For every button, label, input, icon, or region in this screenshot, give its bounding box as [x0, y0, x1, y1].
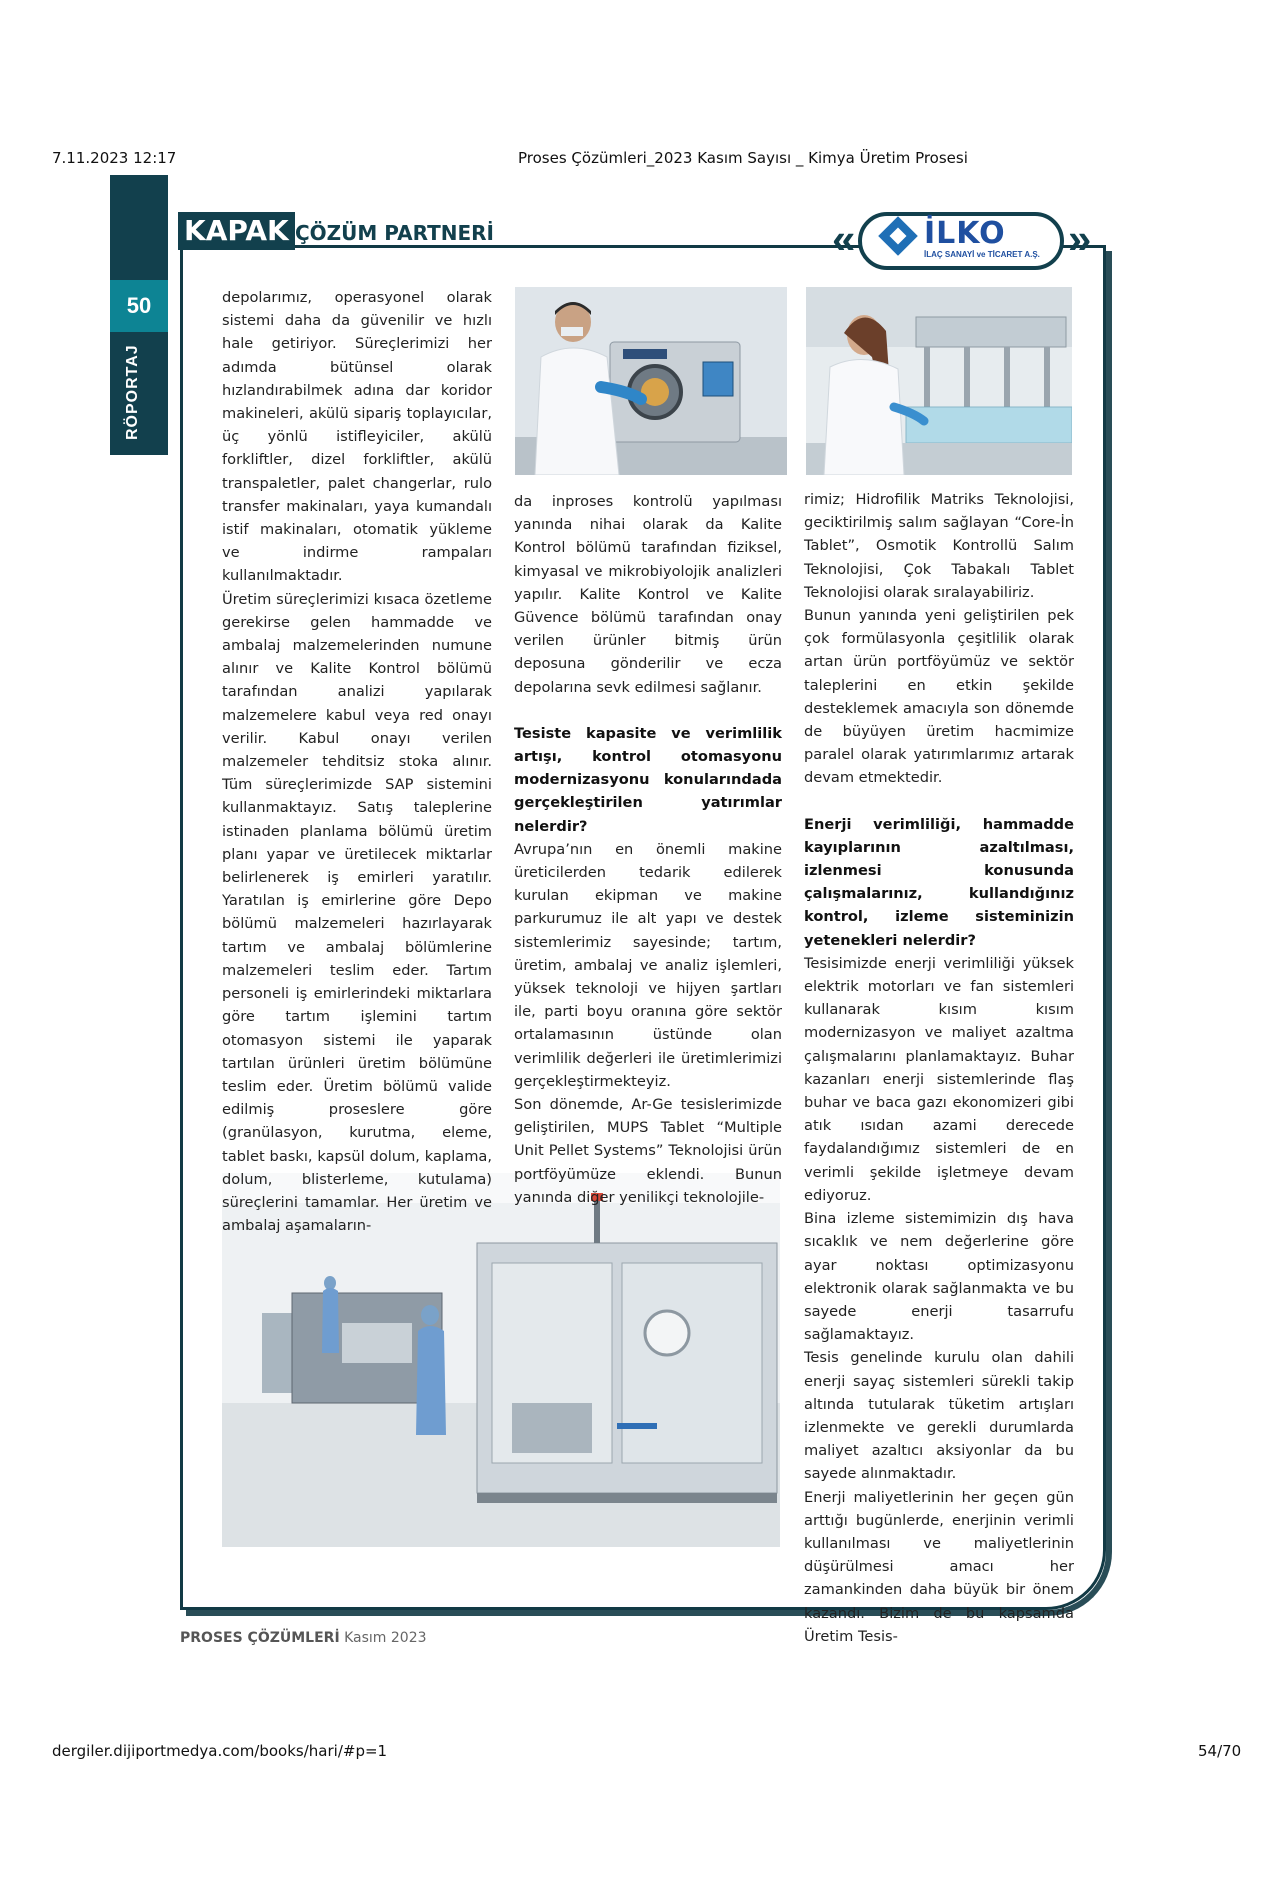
col2-paragraph-1: da inproses kontrolü yapılması yanında nihai olarak da Kalite Kontrol bölümü tarafından fiziksel, kimyasal ve mikrobiyolojik analizleri yapılır. Kalite Kontrol ve Kalite Güvence bölümü tarafından onay verilen ürünler bitmiş ürün deposuna gönderilir ve ecza depolarına sevk edilmesi sağlanır. [514, 493, 782, 696]
col3-paragraph-4: Bina izleme sistemimizin dış hava sıcaklık ve nem değerlerine göre ayar noktası optimizasyonu elektronik olarak sağlanmakta ve bu sayede enerji tasarrufu sağlamaktayız. [804, 1210, 1074, 1344]
col3-paragraph-6: Enerji maliyetlerinin her geçen gün arttığı bugünlerde, enerjinin verimli kullanılması ve maliyetlerinin düşürülmesi amacı her zamankinden daha büyük bir önem kazandı. Bizim de bu kapsamda Üretim Tesis- [804, 1488, 1074, 1645]
lab-analyst-dissolution-photo [806, 287, 1072, 475]
photo-a-illustration [515, 287, 787, 475]
print-page-count: 54/70 [1198, 1742, 1242, 1760]
col2-spacer [514, 699, 782, 722]
col2-paragraph-2: Avrupa’nın en önemli makine üreticilerden tedarik edilerek kurulan ekipman ve makine parkurumuz ile alt yapı ve destek sistemlerimiz sayesinde; tartım, üretim, ambalaj ve analiz işlemleri, yüksek teknoloji ve hijyen şartları ile, parti boyu oranına göre sektör ortalamasının üstünde olan verimlilik değerleri ile üretimlerimizi gerçekleştirmekteyiz. [514, 840, 782, 1090]
print-url: dergiler.dijiportmedya.com/books/hari/#p=1 [52, 1742, 388, 1760]
col3-question-1: Enerji verimliliği, hammadde kayıplarının azaltılması, izlenmesi konusunda çalışmalarınız, kullandığınız kontrol, izleme sisteminizin yetenekleri nelerdir? [804, 815, 1074, 949]
col2-question-1: Tesiste kapasite ve verimlilik artışı, kontrol otomasyonu modernizasyonu konularındada gerçekleştirilen yatırımlar nelerdir? [514, 724, 782, 835]
company-logo [832, 212, 1092, 270]
section-label: RÖPORTAJ [124, 344, 141, 440]
magazine-issue: Kasım 2023 [344, 1630, 427, 1646]
article-column-3 [804, 488, 1074, 1648]
magazine-brand: PROSES ÇÖZÜMLERİ [180, 1630, 340, 1646]
cozum-partneri-label: ÇÖZÜM PARTNERİ [295, 221, 494, 245]
kapak-label: KAPAK [178, 212, 295, 250]
logo-name: İLKO [924, 216, 1006, 251]
col1-paragraph-1: depolarımız, operasyonel olarak sistemi daha da güvenilir ve hızlı hale getiriyor. Süreçlerimizi her adımda bütünsel olarak hızlandırabilmek adına dar koridor makineleri, akülü sipariş toplayıcılar, üç yönlü istifleyiciler, akülü forkliftler, dizel forkliftler, akülü transpaletler, palet changerlar, rulo transfer makinaları, yaya kumandalı istif makinaları, otomatik yükleme ve indirme rampaları kullanılmaktadır. [222, 289, 492, 585]
col3-paragraph-2: Bunun yanında yeni geliştirilen pek çok formülasyonla çeşitlilik olarak artan ürün portföyümüz ve sektör taleplerini en etkin şekilde desteklemek amacıyla son dönemde de büyüyen üretim hacmimize paralel olarak yatırımlarımız artarak devam etmektedir. [804, 607, 1074, 787]
page-number: 50 [110, 280, 168, 332]
magazine-footer [180, 1630, 427, 1646]
col1-paragraph-2: Üretim süreçlerimizi kısaca özetleme gerekirse gelen hammadde ve ambalaj malzemelerinden numune alınır ve Kalite Kontrol bölümü tarafından analizi yapılarak malzemelere kabul veya red onayı verilir. Kabul onayı verilen malzemeler tehditsiz stoka alınır. Tüm süreçlerimizde SAP sistemini kullanmaktayız. Satış taleplerine istinaden planlama bölümü üretim planı yapar ve üretilecek miktarlar belirlenerek iş emirleri yaratılır. Yaratılan iş emirlerine göre Depo bölümü malzemeleri hazırlayarak tartım ve ambalaj bölümlerine malzemeleri teslim eder. Tartım personeli iş emirlerindeki miktarlara göre tartım işlemini tartım otomasyon sistemi ile yaparak tartılan ürünleri üretim bölümüne teslim eder. Üretim bölümü valide edilmiş proseslere göre (granülasyon, kurutma, eleme, tablet baskı, kapsül dolum, kaplama, dolum, blisterleme, kutulama) süreçlerini tamamlar. Her üretim ve ambalaj aşamaların- [222, 590, 492, 1235]
print-title: Proses Çözümleri_2023 Kasım Sayısı _ Kimya Üretim Prosesi [518, 149, 968, 167]
col3-spacer [804, 790, 1074, 813]
chevron-left-icon: « [832, 215, 856, 262]
col2-paragraph-3: Son dönemde, Ar-Ge tesislerimizde geliştirilen, MUPS Tablet “Multiple Unit Pellet Systems” Teknolojisi ürün portföyümüze eklendi. Bunun yanında diğer yenilikçi teknolojile- [514, 1096, 782, 1206]
photo-b-illustration [806, 287, 1072, 475]
logo-subtitle: İLAÇ SANAYİ ve TİCARET A.Ş. [924, 250, 1040, 259]
col3-paragraph-5: Tesis genelinde kurulu olan dahili enerji sayaç sistemleri sürekli takip altında tutularak tüketim artışları izlenmekte ve gerekli durumlarda maliyet azaltıcı aksiyonlar da bu sayede alınmaktadır. [804, 1349, 1074, 1483]
chevron-right-icon: » [1068, 215, 1092, 262]
article-column-2 [514, 490, 782, 1209]
lab-technician-machine-photo [515, 287, 787, 475]
article-column-1 [222, 286, 492, 1237]
print-datetime: 7.11.2023 12:17 [52, 149, 177, 167]
col3-paragraph-3: Tesisimizde enerji verimliliği yüksek elektrik motorları ve fan sistemleri kullanarak kısım kısım modernizasyon ve maliyet azaltma çalışmalarını planlamaktayız. Buhar kazanları enerji sistemlerinde flaş buhar ve baca gazı ekonomizeri gibi atık ısıdan azami derecede faydalandığımız sistemleri de en verimli şekilde işletmeye devam ediyoruz. [804, 954, 1074, 1204]
col3-paragraph-1: rimiz; Hidrofilik Matriks Teknolojisi, geciktirilmiş salım sağlayan “Core-İn Tablet”, Osmotik Kontrollü Salım Teknolojisi, Çok Tabakalı Tablet Teknolojisi olarak sıralayabiliriz. [804, 491, 1074, 601]
